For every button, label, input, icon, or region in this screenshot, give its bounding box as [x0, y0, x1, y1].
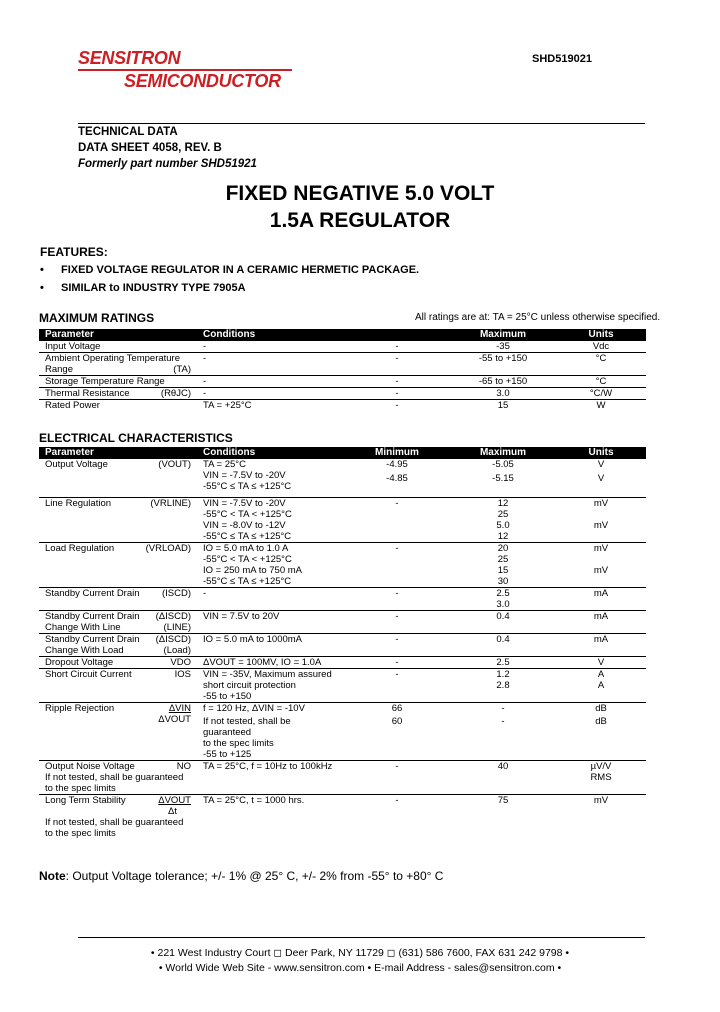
max-cell — [450, 543, 556, 588]
value: -5.05 — [492, 459, 514, 470]
page-title — [0, 180, 720, 234]
param-text: Ripple Rejection — [45, 703, 115, 714]
value: mV — [593, 543, 609, 554]
max-cell — [450, 498, 556, 543]
max-cell: -65 to +150 — [450, 376, 556, 388]
company-logo-line1: SENSITRON — [78, 48, 181, 68]
units-cell: °C — [556, 353, 646, 376]
bullet: • — [40, 282, 44, 294]
table-row — [39, 376, 646, 388]
col-header: Maximum — [450, 329, 556, 341]
table-row — [39, 703, 646, 761]
table-header — [39, 447, 646, 459]
param-cell: Rated Power — [39, 400, 197, 412]
table-row — [39, 588, 646, 611]
cond-cell: TA = 25°C, t = 1000 hrs. — [197, 795, 344, 840]
cond-cell: IO = 5.0 mA to 1000mA — [197, 634, 344, 657]
param-text: Standby Current Drain — [45, 611, 140, 622]
param-cell: Storage Temperature Range — [39, 376, 197, 388]
symbol: ΔVOUT — [158, 714, 191, 725]
cond-line: -55 to +150 — [203, 691, 252, 702]
cond-cell — [197, 669, 344, 703]
max-cell: -35 — [450, 341, 556, 353]
param-cell — [39, 761, 197, 795]
param-cell — [39, 588, 197, 611]
param-cell — [39, 388, 197, 400]
max-cell: -55 to +150 — [450, 353, 556, 376]
param-text: Short Circuit Current — [45, 669, 132, 680]
col-header: Parameter — [39, 329, 197, 341]
table-row — [39, 657, 646, 669]
value: -5.15 — [492, 473, 514, 484]
col-header: Conditions — [197, 329, 344, 341]
symbol: NO — [176, 761, 191, 772]
value: A — [597, 669, 605, 680]
symbol: ΔVIN — [168, 703, 191, 714]
col-header: Minimum — [344, 447, 450, 459]
param-text: Change With Line — [45, 622, 121, 633]
units-cell: °C/W — [556, 388, 646, 400]
title-line1: FIXED NEGATIVE 5.0 VOLT — [225, 182, 495, 205]
max-cell: 40 — [450, 761, 556, 795]
param-cell — [39, 459, 197, 498]
symbol: (TA) — [173, 364, 191, 375]
symbol: (VOUT) — [158, 459, 191, 470]
param-cell — [39, 498, 197, 543]
param-text: to the spec limits — [45, 783, 116, 794]
table-row — [39, 400, 646, 412]
units-cell — [556, 459, 646, 498]
value: 20 — [497, 543, 509, 554]
param-cell — [39, 669, 197, 703]
param-text: Load Regulation — [45, 543, 115, 554]
units-cell — [556, 703, 646, 761]
param-text: Thermal Resistance — [45, 388, 130, 399]
cond-line: IO = 250 mA to 750 mA — [203, 565, 303, 576]
param-text: Long Term Stability — [45, 795, 126, 806]
param-text: Standby Current Drain — [45, 634, 140, 645]
value: 25 — [497, 554, 509, 565]
min-cell — [344, 459, 450, 498]
symbol: (VRLOAD) — [145, 543, 191, 554]
units-cell — [556, 761, 646, 795]
min-cell: - — [344, 669, 450, 703]
electrical-heading: ELECTRICAL CHARACTERISTICS — [39, 431, 233, 445]
cond-cell: TA = +25°C — [197, 400, 344, 412]
symbol: ΔVOUT — [158, 795, 191, 806]
cond-line: -55 to +125 — [203, 749, 252, 760]
param-cell — [39, 657, 197, 669]
min-cell — [344, 703, 450, 761]
cond-line: to the spec limits — [203, 738, 274, 749]
cond-cell — [197, 459, 344, 498]
cond-line: f = 120 Hz, ΔVIN = -10V — [203, 703, 305, 714]
value: 2.8 — [496, 680, 510, 691]
symbol: (ΔISCD) — [155, 611, 191, 622]
table-row — [39, 669, 646, 703]
param-cell — [39, 634, 197, 657]
footer-divider — [78, 937, 645, 938]
value: 15 — [497, 565, 509, 576]
min-cell: - — [344, 657, 450, 669]
cond-cell: - — [197, 353, 344, 376]
value: 1.2 — [496, 669, 510, 680]
footer-address: • 221 West Industry Court ◻ Deer Park, NY 11729 ◻ (631) 586 7600, FAX 631 242 9798 • — [150, 947, 570, 959]
cond-line: short circuit protection — [203, 680, 296, 691]
cond-line: If not tested, shall be guaranteed — [203, 716, 291, 738]
units-cell: V — [556, 657, 646, 669]
value: mV — [593, 565, 609, 576]
cond-line: VIN = -35V, Maximum assured — [203, 669, 332, 680]
value: 30 — [497, 576, 509, 587]
footer-web: • World Wide Web Site - www.sensitron.com • E-mail Address - sales@sensitron.com • — [158, 962, 562, 974]
value: 2.5 — [496, 588, 510, 599]
symbol: (LINE) — [163, 622, 191, 633]
cond-line: VIN = -8.0V to -12V — [203, 520, 286, 531]
col-header: Units — [556, 329, 646, 341]
min-cell: - — [344, 400, 450, 412]
table-header — [39, 329, 646, 341]
table-row — [39, 459, 646, 498]
symbol: IOS — [174, 669, 191, 680]
min-cell: - — [344, 353, 450, 376]
col-header: Units — [556, 447, 646, 459]
value: 12 — [497, 531, 509, 542]
value: A — [597, 680, 605, 691]
table-row — [39, 353, 646, 376]
cond-line: TA = 25°C — [203, 459, 246, 470]
min-cell: - — [344, 341, 450, 353]
param-text: Output Noise Voltage — [45, 761, 135, 772]
table-row — [39, 634, 646, 657]
col-header — [344, 329, 450, 341]
units-cell: mA — [556, 611, 646, 634]
table-row — [39, 388, 646, 400]
param-cell — [39, 611, 197, 634]
table-row — [39, 795, 646, 840]
max-cell: 0.4 — [450, 611, 556, 634]
cond-line: -55°C ≤ TA ≤ +125°C — [203, 576, 292, 587]
cond-line: -55°C ≤ TA ≤ +125°C — [203, 481, 292, 492]
electrical-table — [39, 447, 646, 839]
cond-line: IO = 5.0 mA to 1.0 A — [203, 543, 289, 554]
bullet: • — [40, 264, 44, 276]
units-cell: Vdc — [556, 341, 646, 353]
symbol: (VRLINE) — [150, 498, 191, 509]
col-header: Parameter — [39, 447, 197, 459]
cond-cell: ΔVOUT = 100MV, IO = 1.0A — [197, 657, 344, 669]
param-cell — [39, 795, 197, 840]
feature-text: FIXED VOLTAGE REGULATOR IN A CERAMIC HERMETIC PACKAGE. — [61, 264, 420, 276]
feature-item — [40, 282, 246, 294]
units-cell: W — [556, 400, 646, 412]
tolerance-note — [39, 869, 443, 883]
part-number: SHD519021 — [532, 53, 592, 65]
value: mV — [593, 520, 609, 531]
max-cell — [450, 669, 556, 703]
max-ratings-table — [39, 329, 646, 411]
ratings-note: All ratings are at: TA = 25°C unless otherwise specified. — [415, 312, 661, 323]
param-cell: Input Voltage — [39, 341, 197, 353]
value: - — [501, 716, 505, 727]
value: - — [501, 703, 505, 714]
min-cell: - — [344, 543, 450, 588]
col-header: Conditions — [197, 447, 344, 459]
cond-cell: TA = 25°C, f = 10Hz to 100kHz — [197, 761, 344, 795]
value: 3.0 — [496, 599, 510, 610]
value: dB — [595, 703, 607, 714]
cond-line: -55°C < TA < +125°C — [203, 509, 292, 520]
symbol: VDO — [170, 657, 191, 668]
param-cell — [39, 543, 197, 588]
data-sheet-label: DATA SHEET 4058, REV. B — [78, 142, 222, 154]
param-cell — [39, 353, 197, 376]
max-cell: 75 — [450, 795, 556, 840]
cond-cell: VIN = 7.5V to 20V — [197, 611, 344, 634]
symbol: (ΔISCD) — [155, 634, 191, 645]
max-cell: 3.0 — [450, 388, 556, 400]
param-text: Dropout Voltage — [45, 657, 114, 668]
param-text: to the spec limits — [45, 828, 116, 839]
param-text: Line Regulation — [45, 498, 112, 509]
units-cell: mV — [556, 795, 646, 840]
cond-cell: - — [197, 376, 344, 388]
units-cell: °C — [556, 376, 646, 388]
value: RMS — [590, 772, 612, 783]
units-cell — [556, 543, 646, 588]
symbol: (Load) — [163, 645, 191, 656]
table-row — [39, 543, 646, 588]
table-row — [39, 611, 646, 634]
note-text: : Output Voltage tolerance; +/- 1% @ 25° C, +/- 2% from -55° to +80° C — [65, 869, 444, 883]
min-cell: - — [344, 388, 450, 400]
max-cell — [450, 588, 556, 611]
param-text: If not tested, shall be guaranteed — [45, 772, 184, 783]
units-cell: mA — [556, 588, 646, 611]
cond-line: VIN = -7.5V to -20V — [203, 470, 286, 481]
min-cell: - — [344, 588, 450, 611]
value: 66 — [391, 703, 403, 714]
units-cell: mA — [556, 634, 646, 657]
col-header: Maximum — [450, 447, 556, 459]
min-cell: - — [344, 498, 450, 543]
min-cell: - — [344, 611, 450, 634]
param-cell — [39, 703, 197, 761]
param-text: Standby Current Drain — [45, 588, 140, 599]
value: dB — [595, 716, 607, 727]
min-cell: - — [344, 795, 450, 840]
param-text: If not tested, shall be guaranteed — [45, 817, 184, 828]
features-heading: FEATURES: — [40, 245, 108, 259]
param-text: Ambient Operating Temperature Range — [45, 353, 181, 375]
units-cell — [556, 498, 646, 543]
min-cell: - — [344, 634, 450, 657]
symbol: Δt — [168, 806, 177, 817]
max-ratings-heading: MAXIMUM RATINGS — [39, 311, 155, 325]
value: -4.85 — [386, 473, 408, 484]
max-cell: 15 — [450, 400, 556, 412]
cond-line: -55°C < TA < +125°C — [203, 554, 292, 565]
title-line2: 1.5A REGULATOR — [269, 209, 451, 232]
feature-text: SIMILAR to INDUSTRY TYPE 7905A — [61, 282, 246, 294]
symbol: (RθJC) — [160, 388, 191, 399]
value: mV — [593, 498, 609, 509]
feature-item — [40, 264, 419, 276]
max-cell — [450, 459, 556, 498]
param-text: Output Voltage — [45, 459, 108, 470]
cond-cell — [197, 703, 344, 761]
note-label: Note — [39, 869, 66, 883]
table-row — [39, 761, 646, 795]
cond-cell: - — [197, 588, 344, 611]
value: 60 — [391, 716, 403, 727]
cond-cell: - — [197, 388, 344, 400]
value: 12 — [497, 498, 509, 509]
value: µV/V — [590, 761, 612, 772]
value: -4.95 — [386, 459, 408, 470]
max-cell: 2.5 — [450, 657, 556, 669]
min-cell: - — [344, 376, 450, 388]
cond-cell — [197, 498, 344, 543]
value: 25 — [497, 509, 509, 520]
value: V — [597, 459, 605, 470]
min-cell: - — [344, 761, 450, 795]
table-row — [39, 498, 646, 543]
technical-data-label: TECHNICAL DATA — [78, 126, 178, 138]
cond-cell — [197, 543, 344, 588]
units-cell — [556, 669, 646, 703]
value: V — [597, 473, 605, 484]
max-cell — [450, 703, 556, 761]
table-row — [39, 341, 646, 353]
max-cell: 0.4 — [450, 634, 556, 657]
param-text: Change With Load — [45, 645, 124, 656]
symbol: (ISCD) — [161, 588, 191, 599]
value: 5.0 — [496, 520, 510, 531]
company-logo-line2: SEMICONDUCTOR — [124, 71, 281, 91]
cond-cell: - — [197, 341, 344, 353]
cond-line: -55°C ≤ TA ≤ +125°C — [203, 531, 292, 542]
former-part-label: Formerly part number SHD51921 — [78, 158, 257, 170]
cond-line: VIN = -7.5V to -20V — [203, 498, 286, 509]
